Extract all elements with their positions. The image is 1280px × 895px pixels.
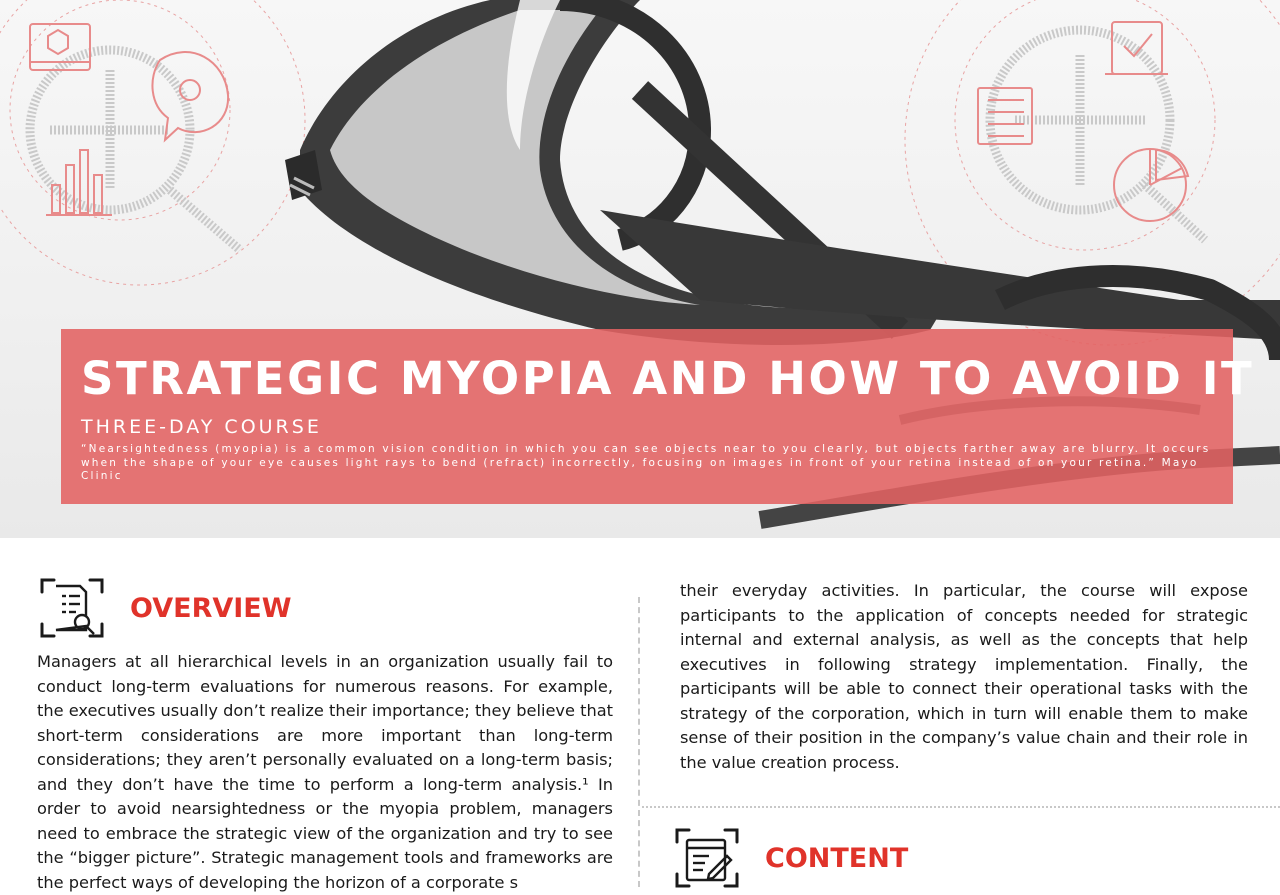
title-banner [61,329,1255,504]
myopia-quote: “Nearsightedness (myopia) is a common vision condition in which you can see objects near to you clearly, but objects farther away are blurry. It occurs when the shape of your eye causes light rays to bend (refract) incorrectly, focusing on images in front of your retina instead of on your retina.” Mayo Clinic [81,443,1211,482]
overview-continuation-text: their everyday activities. In particular, the course will expose participants to the application of concepts needed for strategic internal and external analysis, as well as the concepts that help executives in following strategy implementation. Finally, the participants will be able to connect their operational tasks with the strategy of the corporation, which in turn will enable them to make sense of their position in the company’s value chain and their role in the value creation process. [680,581,1248,772]
overview-header [40,578,292,638]
course-subtitle: THREE-DAY COURSE [81,416,322,438]
content-heading: CONTENT [765,842,909,874]
document-edit-icon [675,828,739,888]
column-divider [638,597,640,887]
content-header [675,828,908,888]
section-divider [642,806,1280,808]
document-search-icon [40,578,104,638]
overview-heading: OVERVIEW [130,592,292,624]
course-title: STRATEGIC MYOPIA AND HOW TO AVOID IT [81,352,1255,405]
overview-text: Managers at all hierarchical levels in an organization usually fail to conduct long-term evaluations for numerous reasons. For example, the executives usually don’t realize their importance; they believe that short-term considerations are more important than long-term considerations; they aren’t personally evaluated on a long-term basis; and they don’t have the time to perform a long-term analysis.¹ In order to avoid nearsightedness or the myopia problem, managers need to embrace the strategic view of the organization and try to see the “bigger picture”. Strategic management tools and frameworks are the perfect ways of developing the horizon of a corporate s [37,652,613,892]
